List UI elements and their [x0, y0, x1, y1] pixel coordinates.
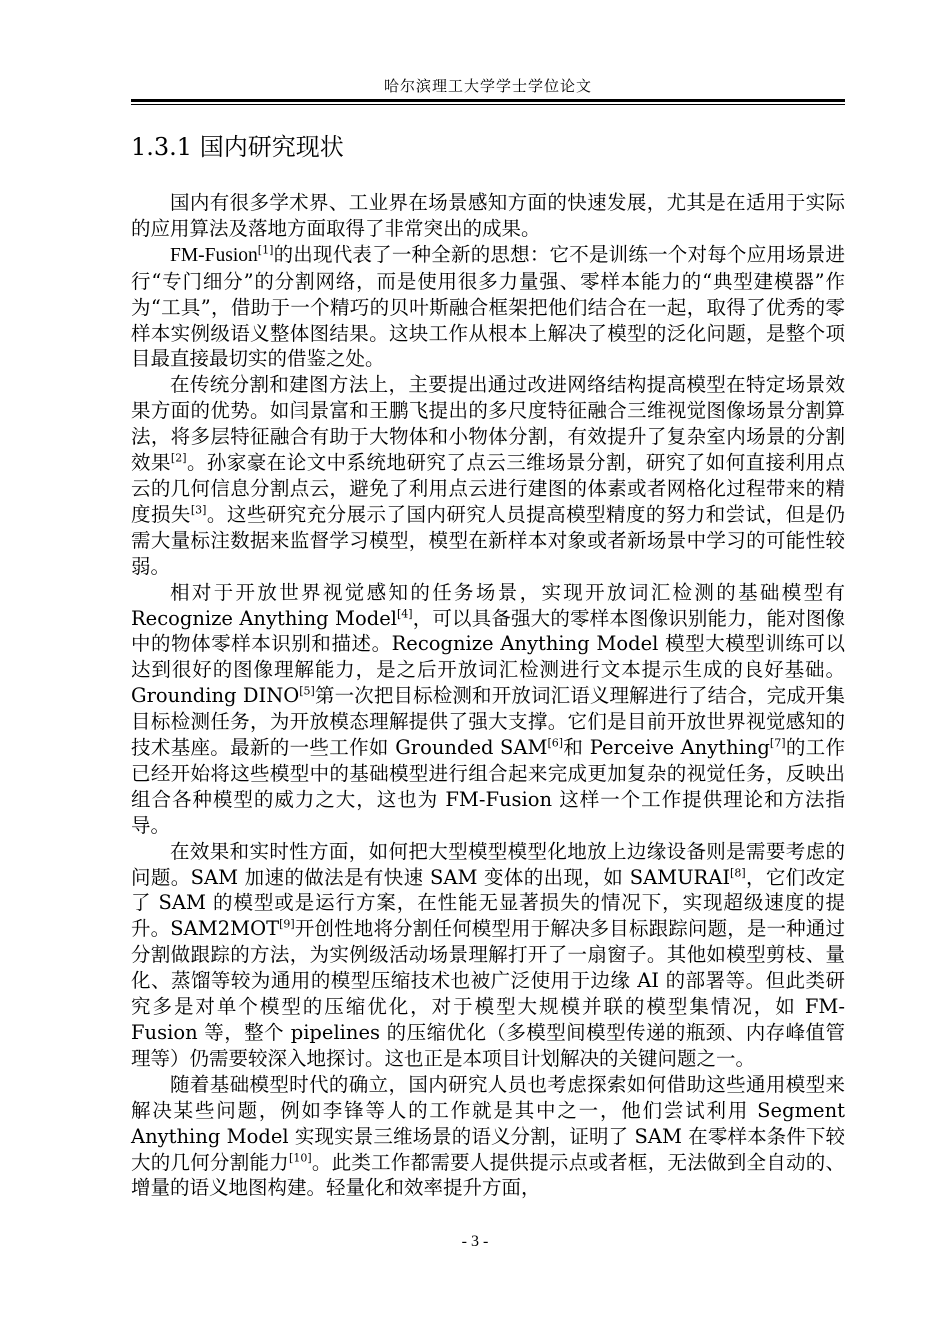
running-header: 哈尔滨理工大学学士学位论文 — [383, 77, 592, 95]
header-rule-thick — [131, 99, 845, 102]
citation-3: [3] — [190, 503, 207, 517]
citation-10: [10] — [289, 1151, 312, 1165]
paragraph-text: FM-Fusion — [170, 244, 258, 266]
body-text — [131, 190, 845, 1201]
paragraph-text: ，它们改定了 SAM 的模型或是运行方案，在性能无显著损失的情况下，实现超级速度的提升。SAM2MOT — [131, 865, 845, 941]
paragraph-text: 和 Perceive Anything — [563, 736, 770, 760]
page-number: - 3 - — [461, 1233, 489, 1250]
paragraph-2 — [131, 242, 845, 373]
paragraph-text: ，可以具备强大的零样本图像识别能力，能对图像中的物体零样本识别和描述。Recognize Anything Model 模型大模型训练可以达到很好的图像理解能力，是之后开放词汇检测进行文本提示生成的良好基础。Grounding DINO — [131, 606, 845, 708]
paragraph-text: 在传统分割和建图方法上，主要提出通过改进网络结构提高模型在特定场景效果方面的优势。如闫景富和王鹏飞提出的多尺度特征融合三维视觉图像场景分割算法，将多层特征融合有助于大物体和小物体分割，有效提升了复杂室内场景的分割效果 — [131, 373, 845, 475]
citation-7: [7] — [769, 736, 786, 750]
paragraph-text: 相对于开放世界视觉感知的任务场景，实现开放词汇检测的基础模型有 Recognize Anything Model — [131, 580, 845, 630]
paragraph-3 — [131, 372, 845, 579]
citation-9: [9] — [279, 917, 295, 931]
paragraph-text: 第一次把目标检测和开放词汇语义理解进行了结合，完成开集目标检测任务，为开放模态理解提供了强大支撑。它们是目前开放世界视觉感知的技术基座。最新的一些工作如 Grounded SAM — [131, 684, 845, 760]
paragraph-5 — [131, 839, 845, 1072]
paragraph-text: 的出现代表了一种全新的思想：它不是训练一个对每个应用场景进行“专门细分”的分割网络，而是使用很多力量强、零样本能力的“典型建模器”作为“工具”，借助于一个精巧的贝叶斯融合框架把他们结合在一起，取得了优秀的零样本实例级语义整体图结果。这块工作从根本上解决了模型的泛化问题，是整个项目最直接最切实的借鉴之处。 — [131, 242, 845, 371]
citation-6: [6] — [547, 736, 564, 750]
paragraph-text: 开创性地将分割任何模型用于解决多目标跟踪问题，是一种通过分割做跟踪的方法，为实例级活动场景理解打开了一扇窗子。其他如模型剪枝、量化、蒸馏等较为通用的模型压缩技术也被广泛使用于边缘 AI 的部署等。但此类研究多是对单个模型的压缩优化，对于模型大规模并联的模型集情况，如 FM-Fusion 等，整个 pipelines 的压缩优化（多模型间模型传递的瓶颈、内存峰值管理等）仍需要较深入地探讨。这也正是本项目计划解决的关键问题之一。 — [131, 917, 845, 1070]
paragraph-text: 国内有很多学术界、工业界在场景感知方面的快速发展，尤其是在适用于实际的应用算法及落地方面取得了非常突出的成果。 — [131, 191, 845, 240]
paragraph-4 — [131, 580, 845, 839]
section-title: 1.3.1 国内研究现状 — [131, 133, 344, 161]
citation-5: [5] — [299, 684, 315, 698]
paragraph-6 — [131, 1072, 845, 1202]
header-rule-thin — [131, 104, 845, 105]
paragraph-text: 随着基础模型时代的确立，国内研究人员也考虑探索如何借助这些通用模型来解决某些问题，例如李锋等人的工作就是其中之一，他们尝试利用 Segment Anything Model 实现实景三维场景的语义分割，证明了 SAM 在零样本条件下较大的几何分割能力 — [131, 1072, 845, 1174]
citation-1: [1] — [257, 243, 274, 257]
citation-2: [2] — [170, 451, 187, 465]
paragraph-text: 。此类工作都需要人提供提示点或者框，无法做到全自动的、增量的语义地图构建。轻量化和效率提升方面， — [131, 1150, 845, 1200]
citation-8: [8] — [730, 866, 746, 880]
paragraph-text: 。孙家豪在论文中系统地研究了点云三维场景分割，研究了如何直接利用点云的几何信息分割点云，避免了利用点云进行建图的体素或者网格化过程带来的精度损失 — [131, 451, 845, 526]
paragraph-text: 的工作已经开始将这些模型中的基础模型进行组合起来完成更加复杂的视觉任务，反映出组合各种模型的威力之大，这也为 FM-Fusion 这样一个工作提供理论和方法指导。 — [131, 736, 845, 837]
paragraph-text: 在效果和实时性方面，如何把大型模型模型化地放上边缘设备则是需要考虑的问题。SAM 加速的做法是有快速 SAM 变体的出现，如 SAMURAI — [131, 839, 845, 889]
paragraph-1 — [131, 190, 845, 242]
paragraph-text: 。这些研究充分展示了国内研究人员提高模型精度的努力和尝试，但是仍需大量标注数据来监督学习模型，模型在新样本对象或者新场景中学习的可能性较弱。 — [131, 502, 845, 578]
citation-4: [4] — [396, 607, 413, 620]
